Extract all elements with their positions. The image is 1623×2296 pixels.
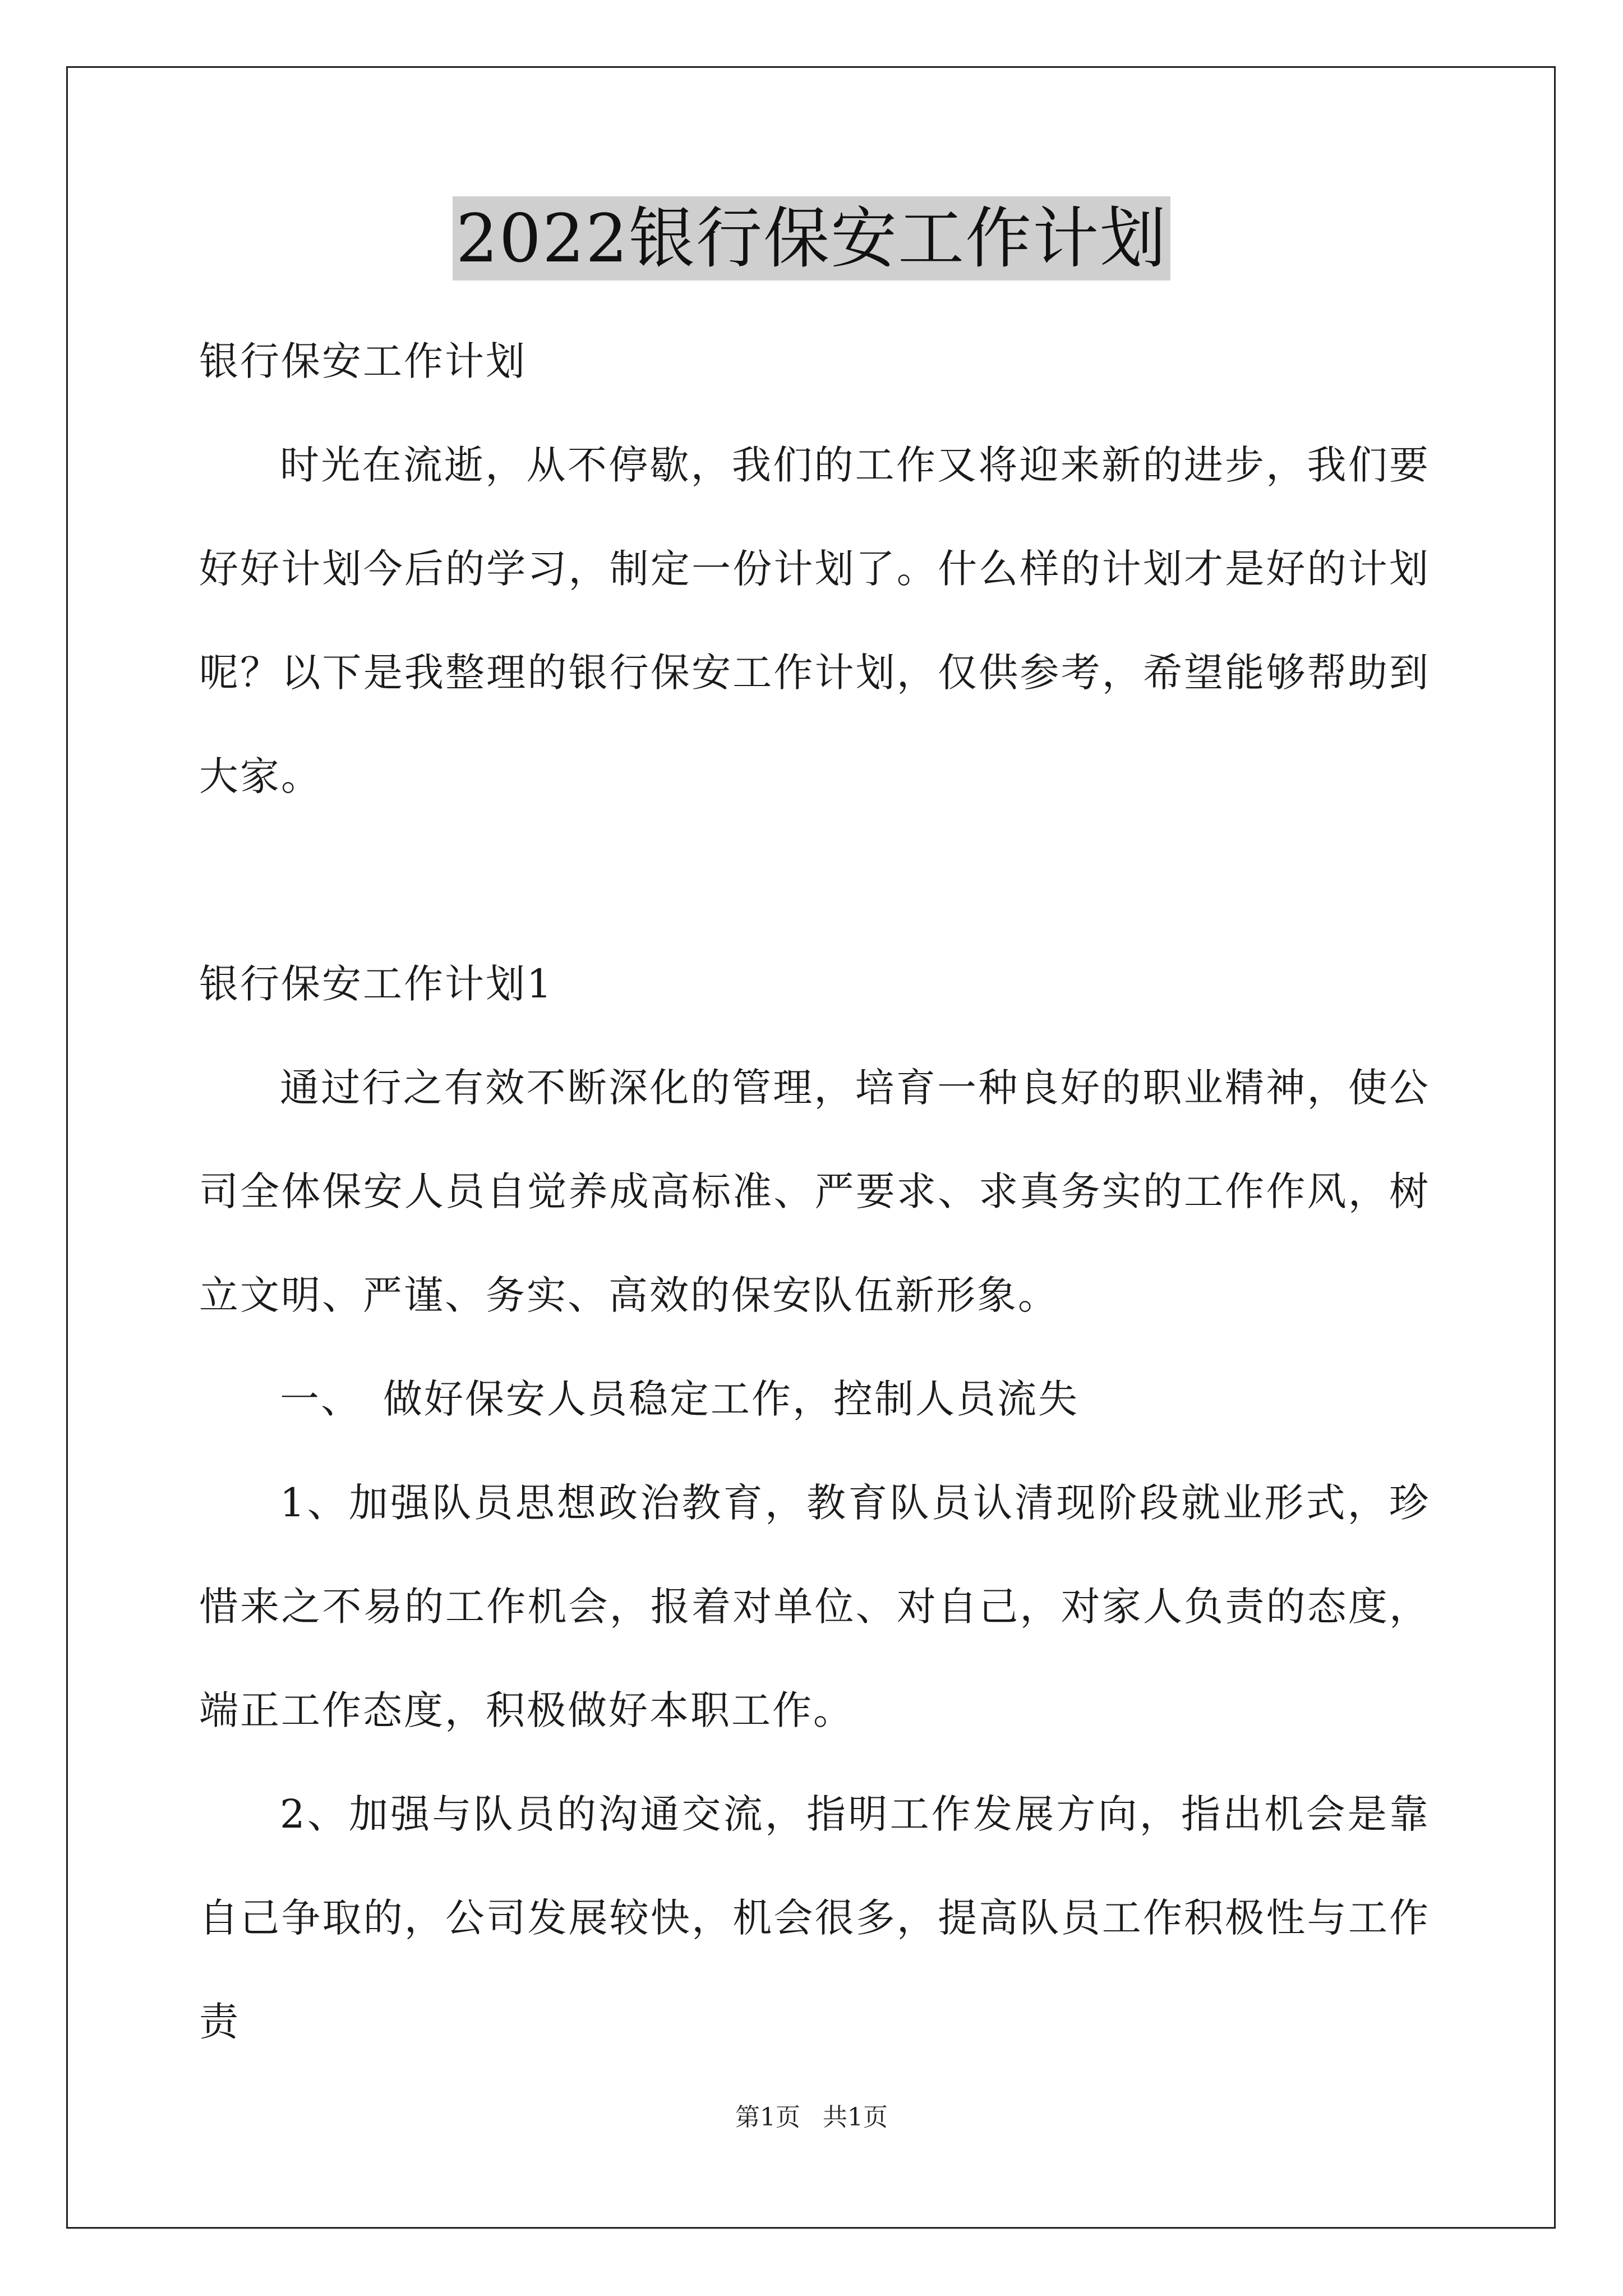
page-footer xyxy=(0,2101,1623,2134)
sub-heading-1: 一、 做好保安人员稳定工作，控制人员流失 xyxy=(280,1376,1079,1422)
section-heading-plan-1: 银行保安工作计划1 xyxy=(199,961,554,1007)
title-container xyxy=(0,196,1623,280)
page-number: 第1页 xyxy=(735,2103,800,2132)
item-1-paragraph: 1、加强队员思想政治教育，教育队员认清现阶段就业形式，珍惜来之不易的工作机会，报着对单位、对自己，对家人负责的态度，端正工作态度，积极做好本职工作。 xyxy=(199,1480,1430,1733)
blank-line xyxy=(199,829,1430,932)
intro-paragraph: 时光在流逝，从不停歇，我们的工作又将迎来新的进步，我们要好好计划今后的学习，制定一份计划了。什么样的计划才是好的计划呢？以下是我整理的银行保安工作计划，仅供参考，希望能够帮助到大家。 xyxy=(199,442,1430,799)
item-2-paragraph: 2、加强与队员的沟通交流，指明工作发展方向，指出机会是靠自己争取的，公司发展较快，机会很多，提高队员工作积极性与工作责 xyxy=(199,1791,1430,2045)
plan-1-paragraph: 通过行之有效不断深化的管理，培育一种良好的职业精神，使公司全体保安人员自觉养成高标准、严要求、求真务实的工作作风，树立文明、严谨、务实、高效的保安队伍新形象。 xyxy=(199,1065,1430,1318)
document-body xyxy=(199,310,1430,2074)
document-title: 2022银行保安工作计划 xyxy=(453,196,1170,280)
section-heading-intro: 银行保安工作计划 xyxy=(199,338,527,384)
page-total: 共1页 xyxy=(823,2103,888,2132)
